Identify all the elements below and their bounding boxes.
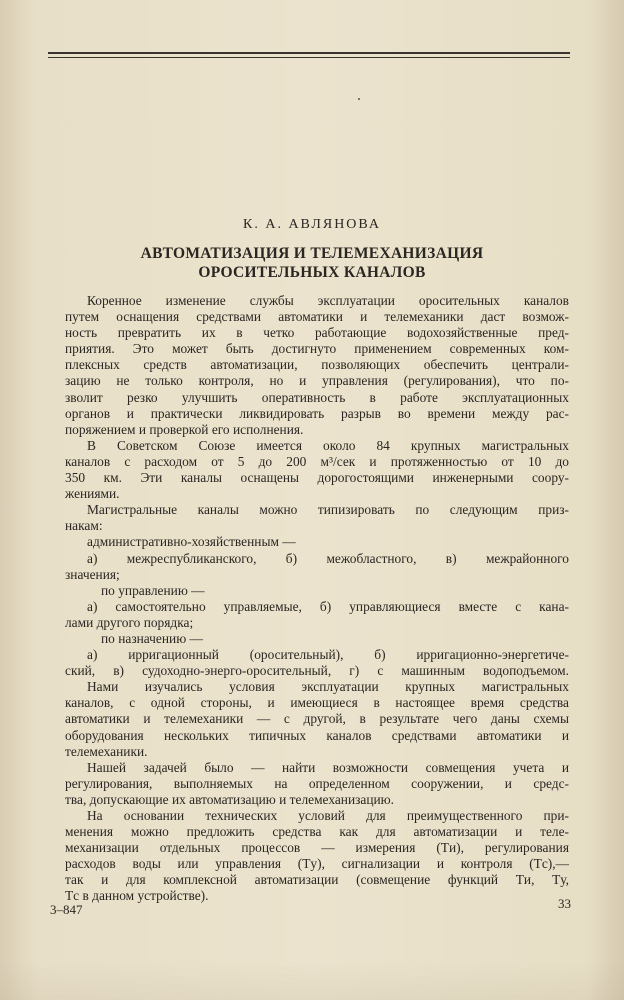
body-line: тва, допускающие их автоматизацию и телемеханизацию. — [65, 791, 395, 807]
body-line: механизации отдельных процессов — измерения (Tи), регулирования — [65, 840, 569, 856]
body-line: На основании технических условий для преимущественного при- — [87, 808, 569, 823]
article-body — [65, 293, 569, 905]
body-line: по управлению — — [101, 582, 205, 598]
body-line: а) самостоятельно управляемые, б) управляющиеся вместе с кана- — [87, 598, 569, 614]
body-line: значения; — [65, 566, 120, 582]
body-line: накам: — [65, 518, 103, 534]
body-line: Коренное изменение службы эксплуатации оросительных каналов — [87, 293, 569, 308]
page-shadow — [0, 960, 624, 1000]
body-line: Магистральные каналы можно типизировать по следующим приз- — [87, 502, 569, 518]
body-line: зацию не только контроля, но и управления (регулирования), что по- — [65, 373, 569, 389]
body-line: административно-хозяйственным — — [87, 534, 296, 550]
body-line: приятия. Это может быть достигнуто применением современных ком- — [65, 341, 569, 357]
print-code: 3–847 — [50, 902, 83, 917]
body-line: Tс в данном устройстве). — [65, 888, 209, 904]
body-line: Нашей задачей было — найти возможности совмещения учета и — [87, 759, 569, 775]
body-line: ский, в) судоходно-энерго-оросительный, г) с машинным водоподъемом. — [65, 663, 569, 679]
body-line: зволит резко улучшить оперативность в работе эксплуатационных — [65, 389, 569, 405]
body-line: лами другого порядка; — [65, 614, 194, 630]
body-line: автоматики и телемеханики — с другой, в результате чего даны схемы — [65, 711, 569, 727]
body-line: телемеханики. — [65, 743, 148, 759]
header-rule-bottom — [48, 57, 570, 58]
body-line: плексных средств автоматизации, позволяющих обеспечить централи- — [65, 357, 569, 373]
title-line-2: ОРОСИТЕЛЬНЫХ КАНАЛОВ — [198, 264, 426, 281]
body-line: каналов, с одной стороны, и имеющиеся в настоящее время средства — [65, 695, 569, 711]
body-line: оборудования нескольких типичных каналов средствами автоматики и — [65, 727, 569, 743]
body-line: по назначению — — [101, 630, 203, 646]
header-rule-top — [48, 52, 570, 54]
page-number: 33 — [558, 896, 571, 911]
body-line: поряжением и проверкой его исполнения. — [65, 421, 304, 437]
body-line: путем оснащения средствами автоматики и телемеханики даст возмож- — [65, 309, 569, 325]
body-line: менения можно предложить средства как для автоматизации и теле- — [65, 824, 569, 840]
body-line: жениями. — [65, 486, 120, 502]
body-line: ность превратить их в четко работающие водохозяйственные пред- — [65, 325, 569, 341]
body-line: регулирования, выполняемых на определенном сооружении, и средс- — [65, 775, 569, 791]
body-line: В Советском Союзе имеется около 84 крупных магистральных — [87, 437, 569, 453]
body-line: каналов с расходом от 5 до 200 м³/сек и протяженностью от 10 до — [65, 453, 569, 469]
body-line: 350 км. Эти каналы оснащены дорогостоящими инженерными соору- — [65, 470, 569, 486]
body-line: а) межреспубликанского, б) межобластного, в) межрайонного — [87, 550, 569, 566]
body-line: так и для комплексной автоматизации (совмещение функций Tи, Tу, — [65, 872, 569, 888]
body-line: органов и практически ликвидировать разрыв во времени между рас- — [65, 405, 569, 421]
speck — [358, 98, 360, 100]
author-name: К. А. АВЛЯНОВА — [243, 217, 381, 232]
title-line-1: АВТОМАТИЗАЦИЯ И ТЕЛЕМЕХАНИЗАЦИЯ — [140, 245, 484, 262]
body-line: расходов воды или управления (Tу), сигнализации и контроля (Tс),— — [65, 856, 569, 872]
article-title — [0, 244, 624, 282]
body-line: а) ирригационный (оросительный), б) ирригационно-энергетиче- — [87, 647, 569, 663]
body-line: Нами изучались условия эксплуатации крупных магистральных — [87, 679, 569, 695]
